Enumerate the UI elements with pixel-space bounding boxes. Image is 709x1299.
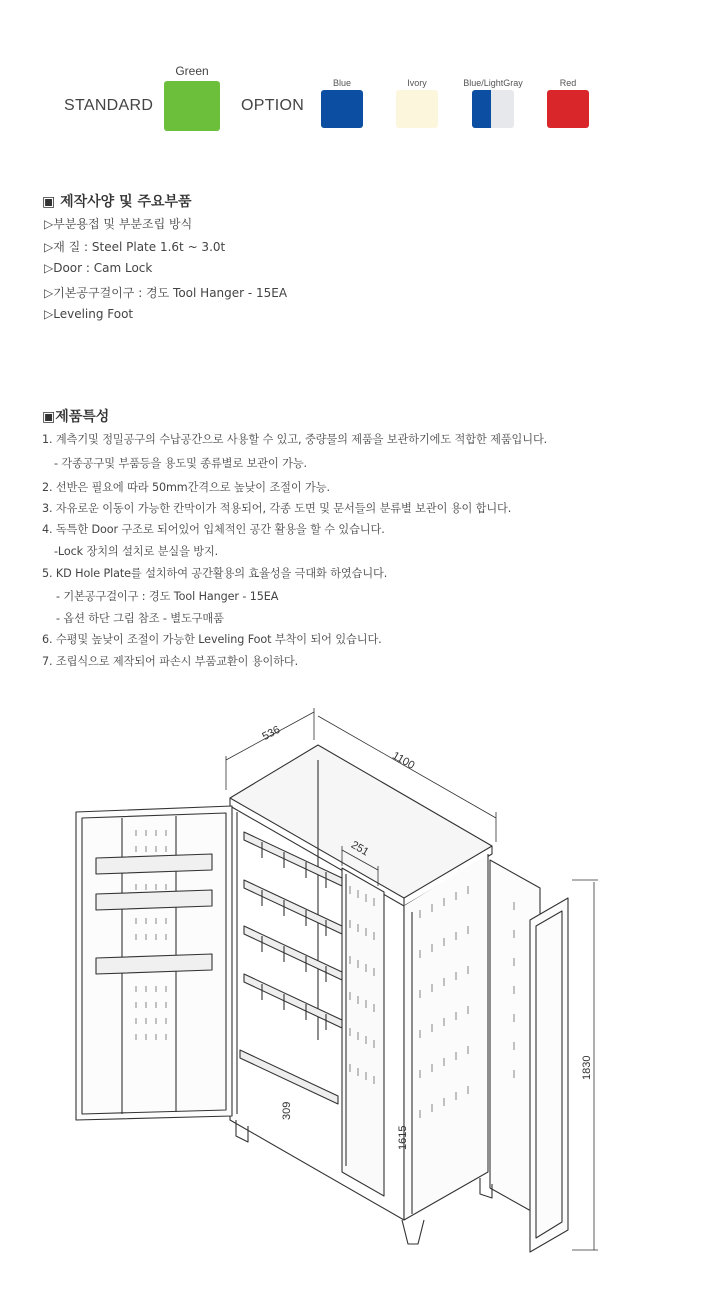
swatch-blue-lightgray-label: Blue/LightGray	[463, 78, 523, 88]
feature-subitem: - 기본공구걸이구 : 경도 Tool Hanger - 15EA	[56, 590, 279, 603]
swatch-red[interactable]	[547, 90, 589, 128]
spec-item: ▷부분용접 및 부분조립 방식	[44, 217, 193, 231]
dim-depth: 536	[260, 723, 283, 743]
swatch-blue-label: Blue	[332, 78, 351, 88]
swatch-blue[interactable]	[321, 90, 363, 128]
swatch-blue-lightgray[interactable]	[472, 90, 514, 128]
swatch-green-label: Green	[175, 64, 209, 78]
feature-item: 7. 조립식으로 제작되어 파손시 부품교환이 용이하다.	[42, 655, 299, 668]
feature-item: 4. 독특한 Door 구조로 되어있어 입체적인 공간 활용을 할 수 있습니다.	[42, 523, 385, 536]
feature-item: 1. 계측기및 정밀공구의 수납공간으로 사용할 수 있고, 중량물의 제품을 보관하기에도 적합한 제품입니다.	[42, 433, 548, 446]
swatch-green[interactable]	[164, 81, 220, 131]
feature-subitem: - 옵션 하단 그림 참조 - 별도구매품	[56, 612, 224, 625]
swatch-ivory-label: Ivory	[407, 78, 427, 88]
spec-item: ▷Leveling Foot	[44, 307, 134, 321]
feature-item: 6. 수평및 높낮이 조절이 가능한 Leveling Foot 부착이 되어 있습니다.	[42, 633, 382, 646]
dim-height: 1830	[581, 1055, 593, 1080]
spec-item: ▷Door : Cam Lock	[44, 261, 153, 275]
specs-heading: ▣ 제작사양 및 주요부품	[42, 194, 192, 210]
feature-subitem: -Lock 장치의 설치로 분실을 방지.	[54, 545, 219, 558]
features-heading: ▣제품특성	[42, 409, 110, 425]
dim-inner-height: 1615	[397, 1125, 409, 1150]
cabinet-drawing	[0, 700, 709, 1290]
dim-width: 1100	[390, 749, 417, 772]
feature-subitem: - 각종공구및 부품등을 용도및 종류별로 보관이 가능.	[54, 457, 307, 470]
dim-bottom: 309	[281, 1101, 293, 1120]
feature-item: 3. 자유로운 이동이 가능한 칸막이가 적용되어, 각종 도면 및 문서들의 분류별 보관이 용이 합니다.	[42, 502, 512, 515]
spec-item: ▷기본공구걸이구 : 경도 Tool Hanger - 15EA	[44, 286, 288, 300]
spec-item: ▷재 질 : Steel Plate 1.6t ~ 3.0t	[44, 240, 226, 254]
swatch-red-label: Red	[559, 78, 577, 88]
feature-item: 2. 선반은 필요에 따라 50mm간격으로 높낮이 조절이 가능.	[42, 481, 330, 494]
swatch-ivory[interactable]	[396, 90, 438, 128]
option-label: OPTION	[241, 97, 305, 114]
feature-item: 5. KD Hole Plate를 설치하여 공간활용의 효율성을 극대화 하였습니다.	[42, 567, 388, 580]
standard-label: STANDARD	[64, 97, 154, 114]
dim-panel: 251	[348, 838, 371, 859]
